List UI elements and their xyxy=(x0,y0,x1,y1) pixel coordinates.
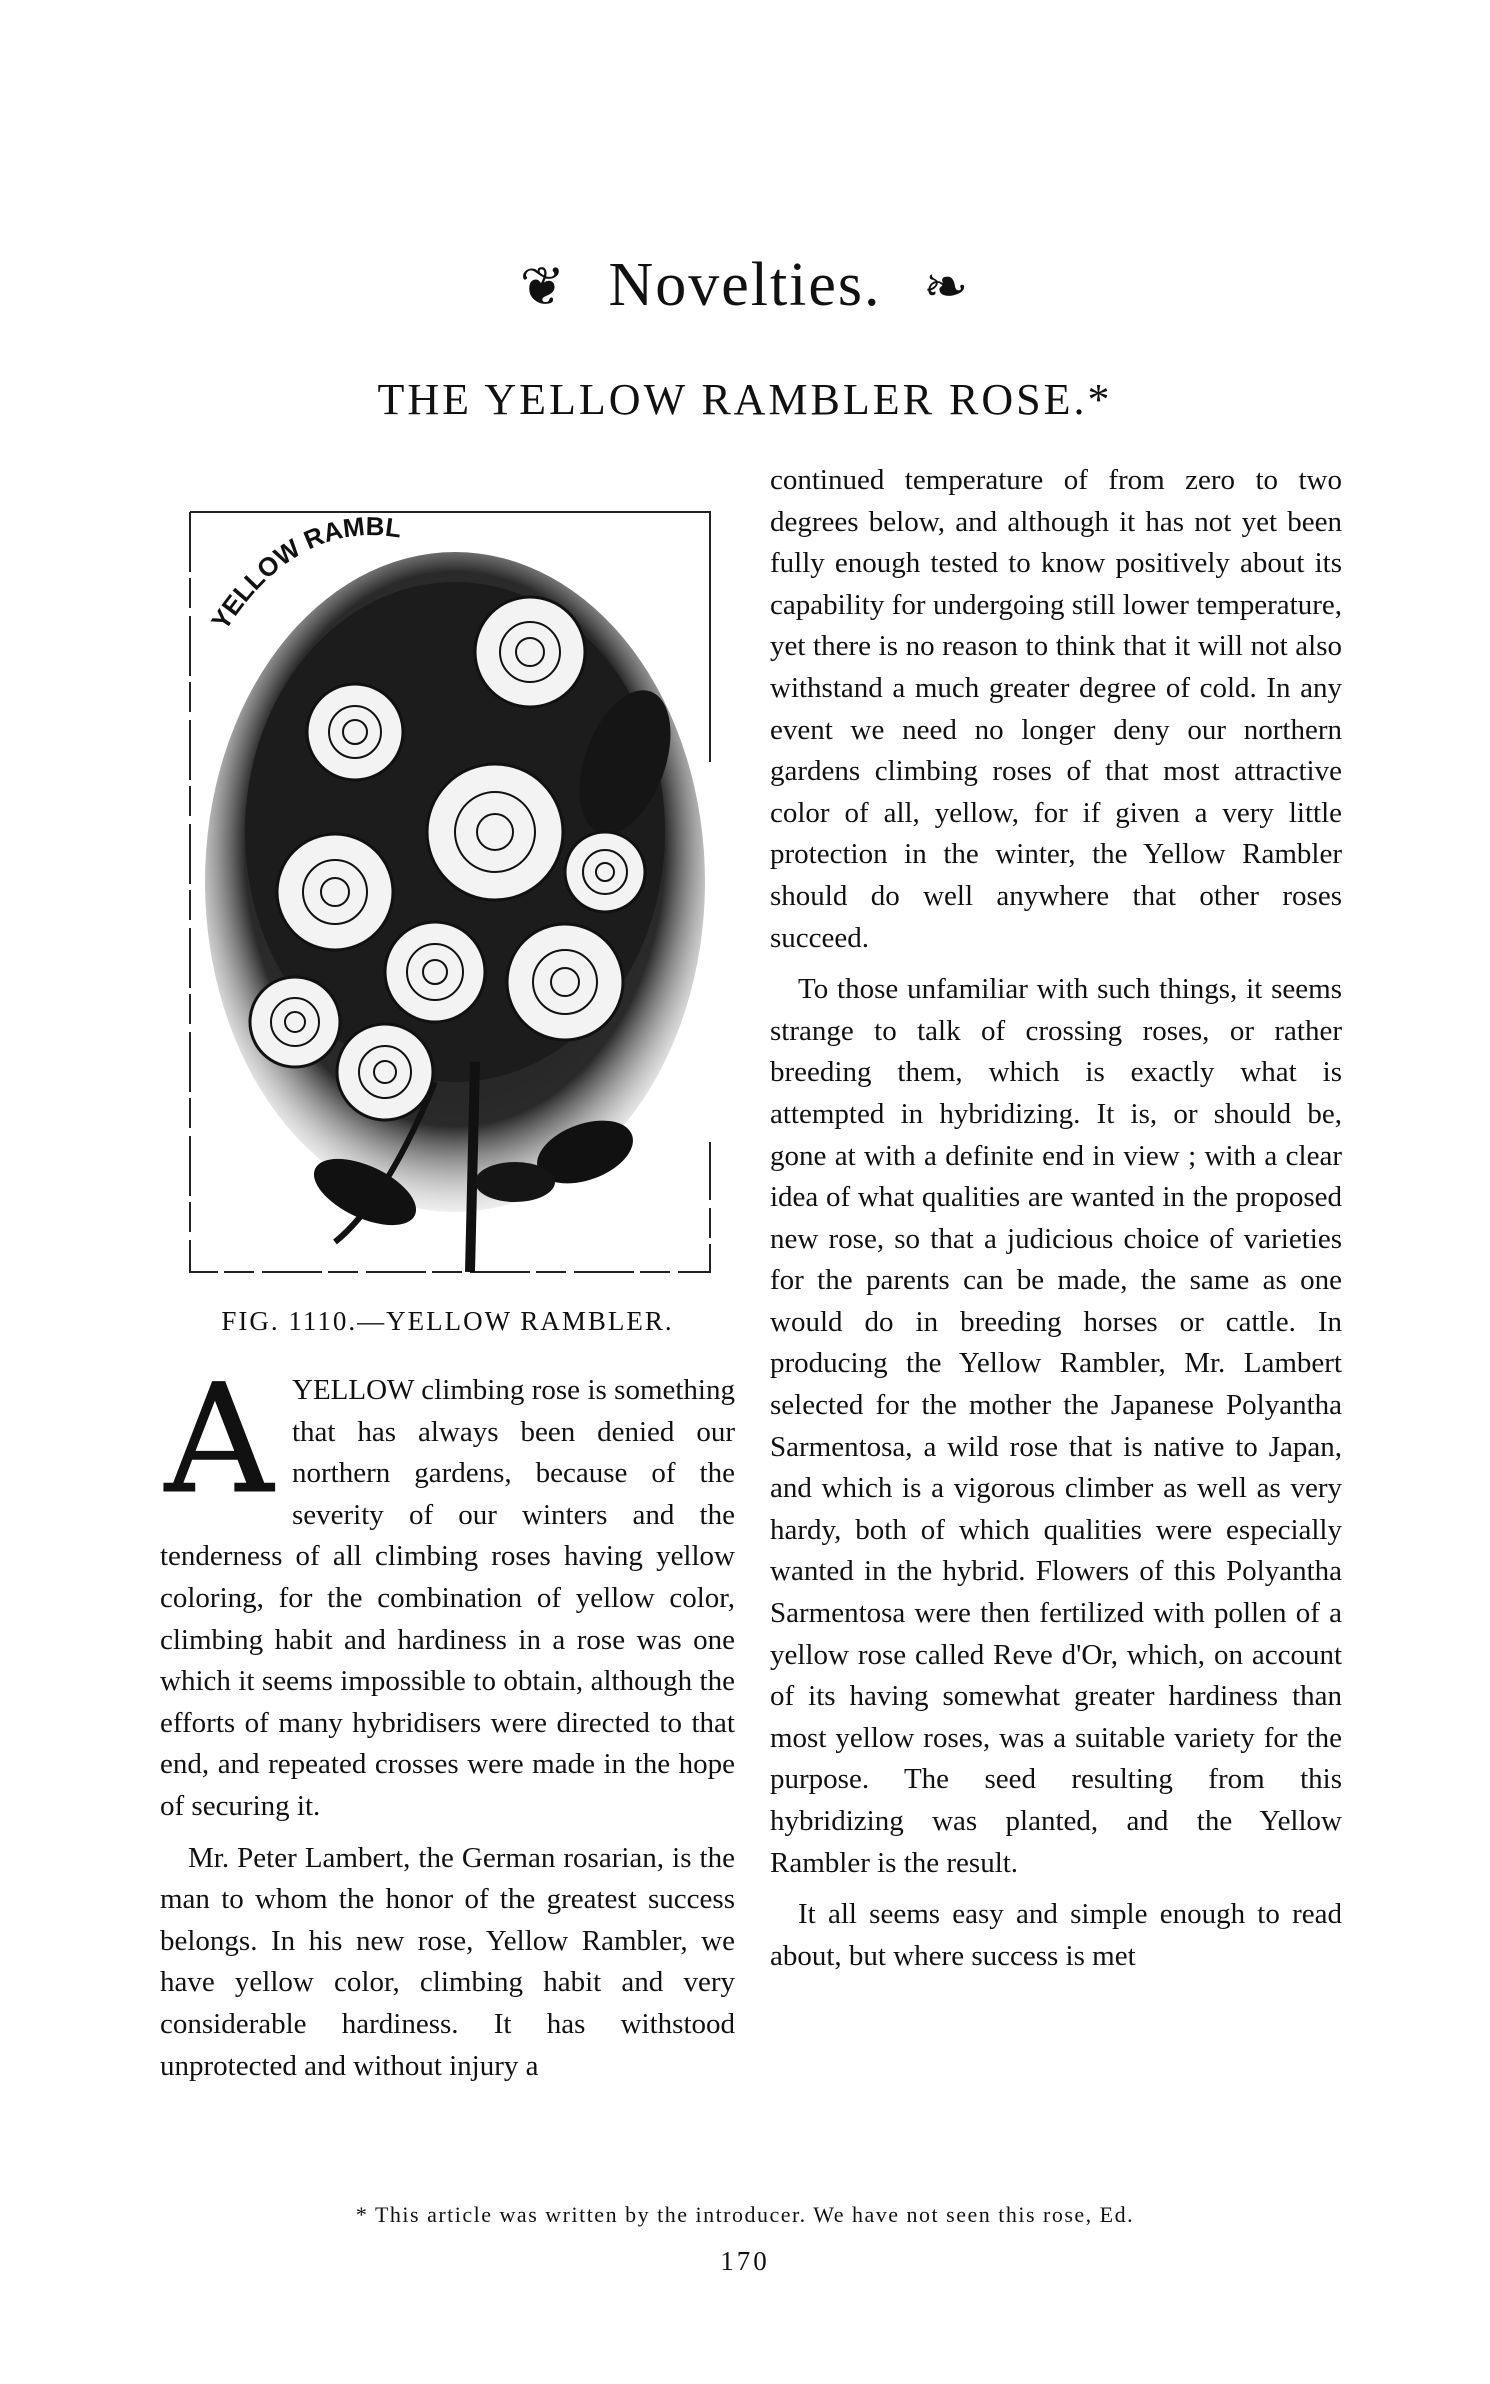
right-column xyxy=(770,460,1342,1977)
left-ornament-icon: ❦ xyxy=(519,257,567,317)
article-title: THE YELLOW RAMBLER ROSE.* xyxy=(377,375,1113,424)
footnote: * This article was written by the introducer. We have not seen this rose, Ed. xyxy=(355,2202,1135,2227)
drop-cap: A xyxy=(164,1353,274,1527)
right-ornament-icon: ❧ xyxy=(923,257,971,317)
section-heading-text: Novelties. xyxy=(608,251,882,319)
left-column xyxy=(160,1353,735,2087)
section-heading xyxy=(0,250,1490,321)
rose-illustration xyxy=(185,502,715,1280)
page-number: 170 xyxy=(720,2246,770,2276)
paragraph: continued temperature of from zero to two degrees below, and although it has not yet been fully enough tested to know positively about its capability for undergoing still lower temperature, yet there is no reason to think that it will not also withstand a much greater degree of cold. In any event we need no longer deny our northern gardens climbing roses of that most attractive color of all, yellow, for if given a very little protection in the winter, the Yellow Rambler should do well anywhere that other roses succeed. xyxy=(770,464,1342,954)
paragraph: To those unfamiliar with such things, it seems strange to talk of crossing roses, or rather breeding them, which is exactly what is attempted in hybridizing. It is, or should be, gone at with a definite end in view ; with a clear idea of what qualities are wanted in the proposed new rose, so that a judicious choice of varieties for the parents can be made, the same as one would do in breeding horses or cattle. In producing the Yellow Rambler, Mr. Lambert selected for the mother the Japanese Polyantha Sarmentosa, a wild rose that is native to Japan, and which is a vigorous climber as well as very hardy, both of which qualities were especially wanted in the hybrid. Flowers of this Polyantha Sarmentosa were then fertilized with pollen of a yellow rose called Reve d'Or, which, on account of its having somewhat greater hardiness than most yellow roses, was a suitable variety for the purpose. The seed resulting from this hybridizing was planted, and the Yellow Rambler is the result. xyxy=(770,973,1342,1879)
rose-illustration-svg xyxy=(185,502,715,1280)
figure-caption: FIG. 1110.—YELLOW RAMBLER. xyxy=(221,1306,674,1336)
paragraph: It all seems easy and simple enough to read about, but where success is met xyxy=(770,1898,1342,1972)
paragraph: YELLOW climbing rose is something that has always been denied our northern gardens, because of the severity of our winters and the tenderness of all climbing roses having yellow coloring, for the combination of yellow color, climbing habit and hardiness in a rose was one which it seems impossible to obtain, although the efforts of many hybridisers were directed to that end, and repeated crosses were made in the hope of securing it. xyxy=(160,1374,735,1822)
figure-label-text: YELLOW RAMBL xyxy=(205,511,404,636)
paragraph: Mr. Peter Lambert, the German rosarian, is the man to whom the honor of the greatest success belongs. In his new rose, Yellow Rambler, we have yellow color, climbing habit and very considerable hardiness. It has withstood unprotected and without injury a xyxy=(160,1841,735,2082)
